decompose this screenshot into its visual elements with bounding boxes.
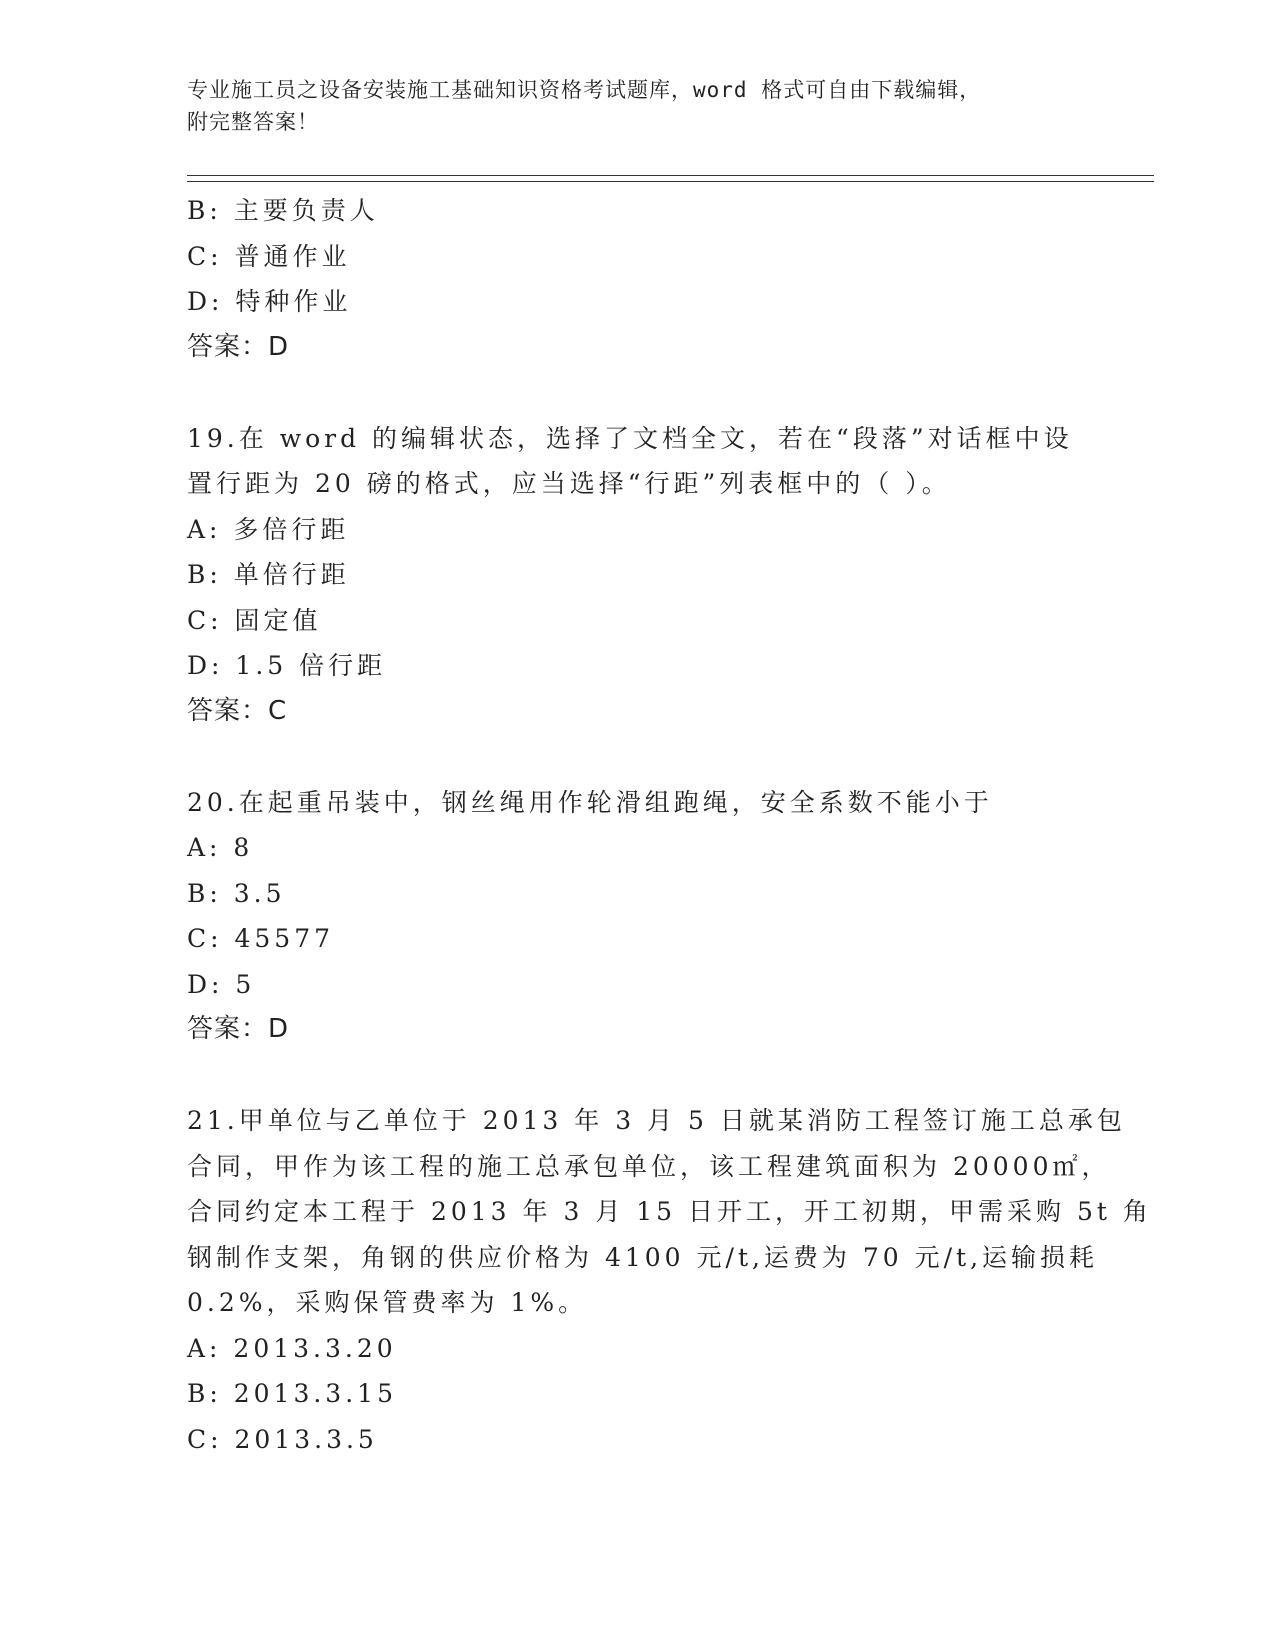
question-20	[187, 780, 1067, 1053]
header-line-2: 附完整答案！	[187, 110, 319, 134]
spacer	[187, 1053, 1067, 1099]
question-text: 合同约定本工程于 2013 年 3 月 15 日开工，开工初期，甲需采购 5t 角	[187, 1197, 1152, 1226]
question-21	[187, 1098, 1152, 1462]
question-19	[187, 416, 1073, 735]
spacer	[187, 370, 1067, 416]
spacer	[187, 734, 1067, 780]
answer-line: 答案：D	[187, 1014, 290, 1044]
document-body	[187, 188, 1152, 1462]
question-text: 0.2%，采购保管费率为 1%。	[187, 1288, 588, 1317]
option-a: A: 2013.3.20	[187, 1333, 397, 1363]
option-b: B: 主要负责人	[187, 196, 379, 225]
option-d: D: 5	[187, 969, 256, 999]
option-b: B: 3.5	[187, 878, 286, 908]
question-text: 20.在起重吊装中，钢丝绳用作轮滑组跑绳，安全系数不能小于	[187, 787, 993, 817]
option-c: C: 45577	[187, 924, 335, 953]
answer-line: 答案：D	[187, 331, 290, 362]
page-header	[187, 74, 1067, 138]
option-b: B: 2013.3.15	[187, 1379, 397, 1408]
option-a: A: 多倍行距	[187, 514, 350, 544]
header-line-1: 专业施工员之设备安装施工基础知识资格考试题库，word 格式可自由下载编辑，	[187, 78, 982, 102]
answer-line: 答案：C	[187, 695, 288, 726]
question-text: 合同，甲作为该工程的施工总承包单位，该工程建筑面积为 20000㎡，	[187, 1151, 1111, 1181]
option-d: D: 1.5 倍行距	[187, 651, 387, 680]
header-divider	[187, 175, 1154, 182]
option-a: A: 8	[187, 833, 254, 862]
option-c: C: 普通作业	[187, 241, 351, 271]
option-c: C: 固定值	[187, 605, 322, 635]
option-d: D: 特种作业	[187, 287, 352, 316]
question-text: 置行距为 20 磅的格式，应当选择“行距”列表框中的（ ）。	[187, 469, 951, 498]
question-text: 21.甲单位与乙单位于 2013 年 3 月 5 日就某消防工程签订施工总承包	[187, 1106, 1126, 1135]
option-c: C: 2013.3.5	[187, 1424, 378, 1454]
option-b: B: 单倍行距	[187, 560, 350, 589]
question-text: 钢制作支架，角钢的供应价格为 4100 元/t,运费为 70 元/t,运输损耗	[187, 1242, 1099, 1272]
question-18-continued	[187, 188, 1067, 370]
question-text: 19.在 word 的编辑状态，选择了文档全文，若在“段落”对话框中设	[187, 423, 1073, 453]
